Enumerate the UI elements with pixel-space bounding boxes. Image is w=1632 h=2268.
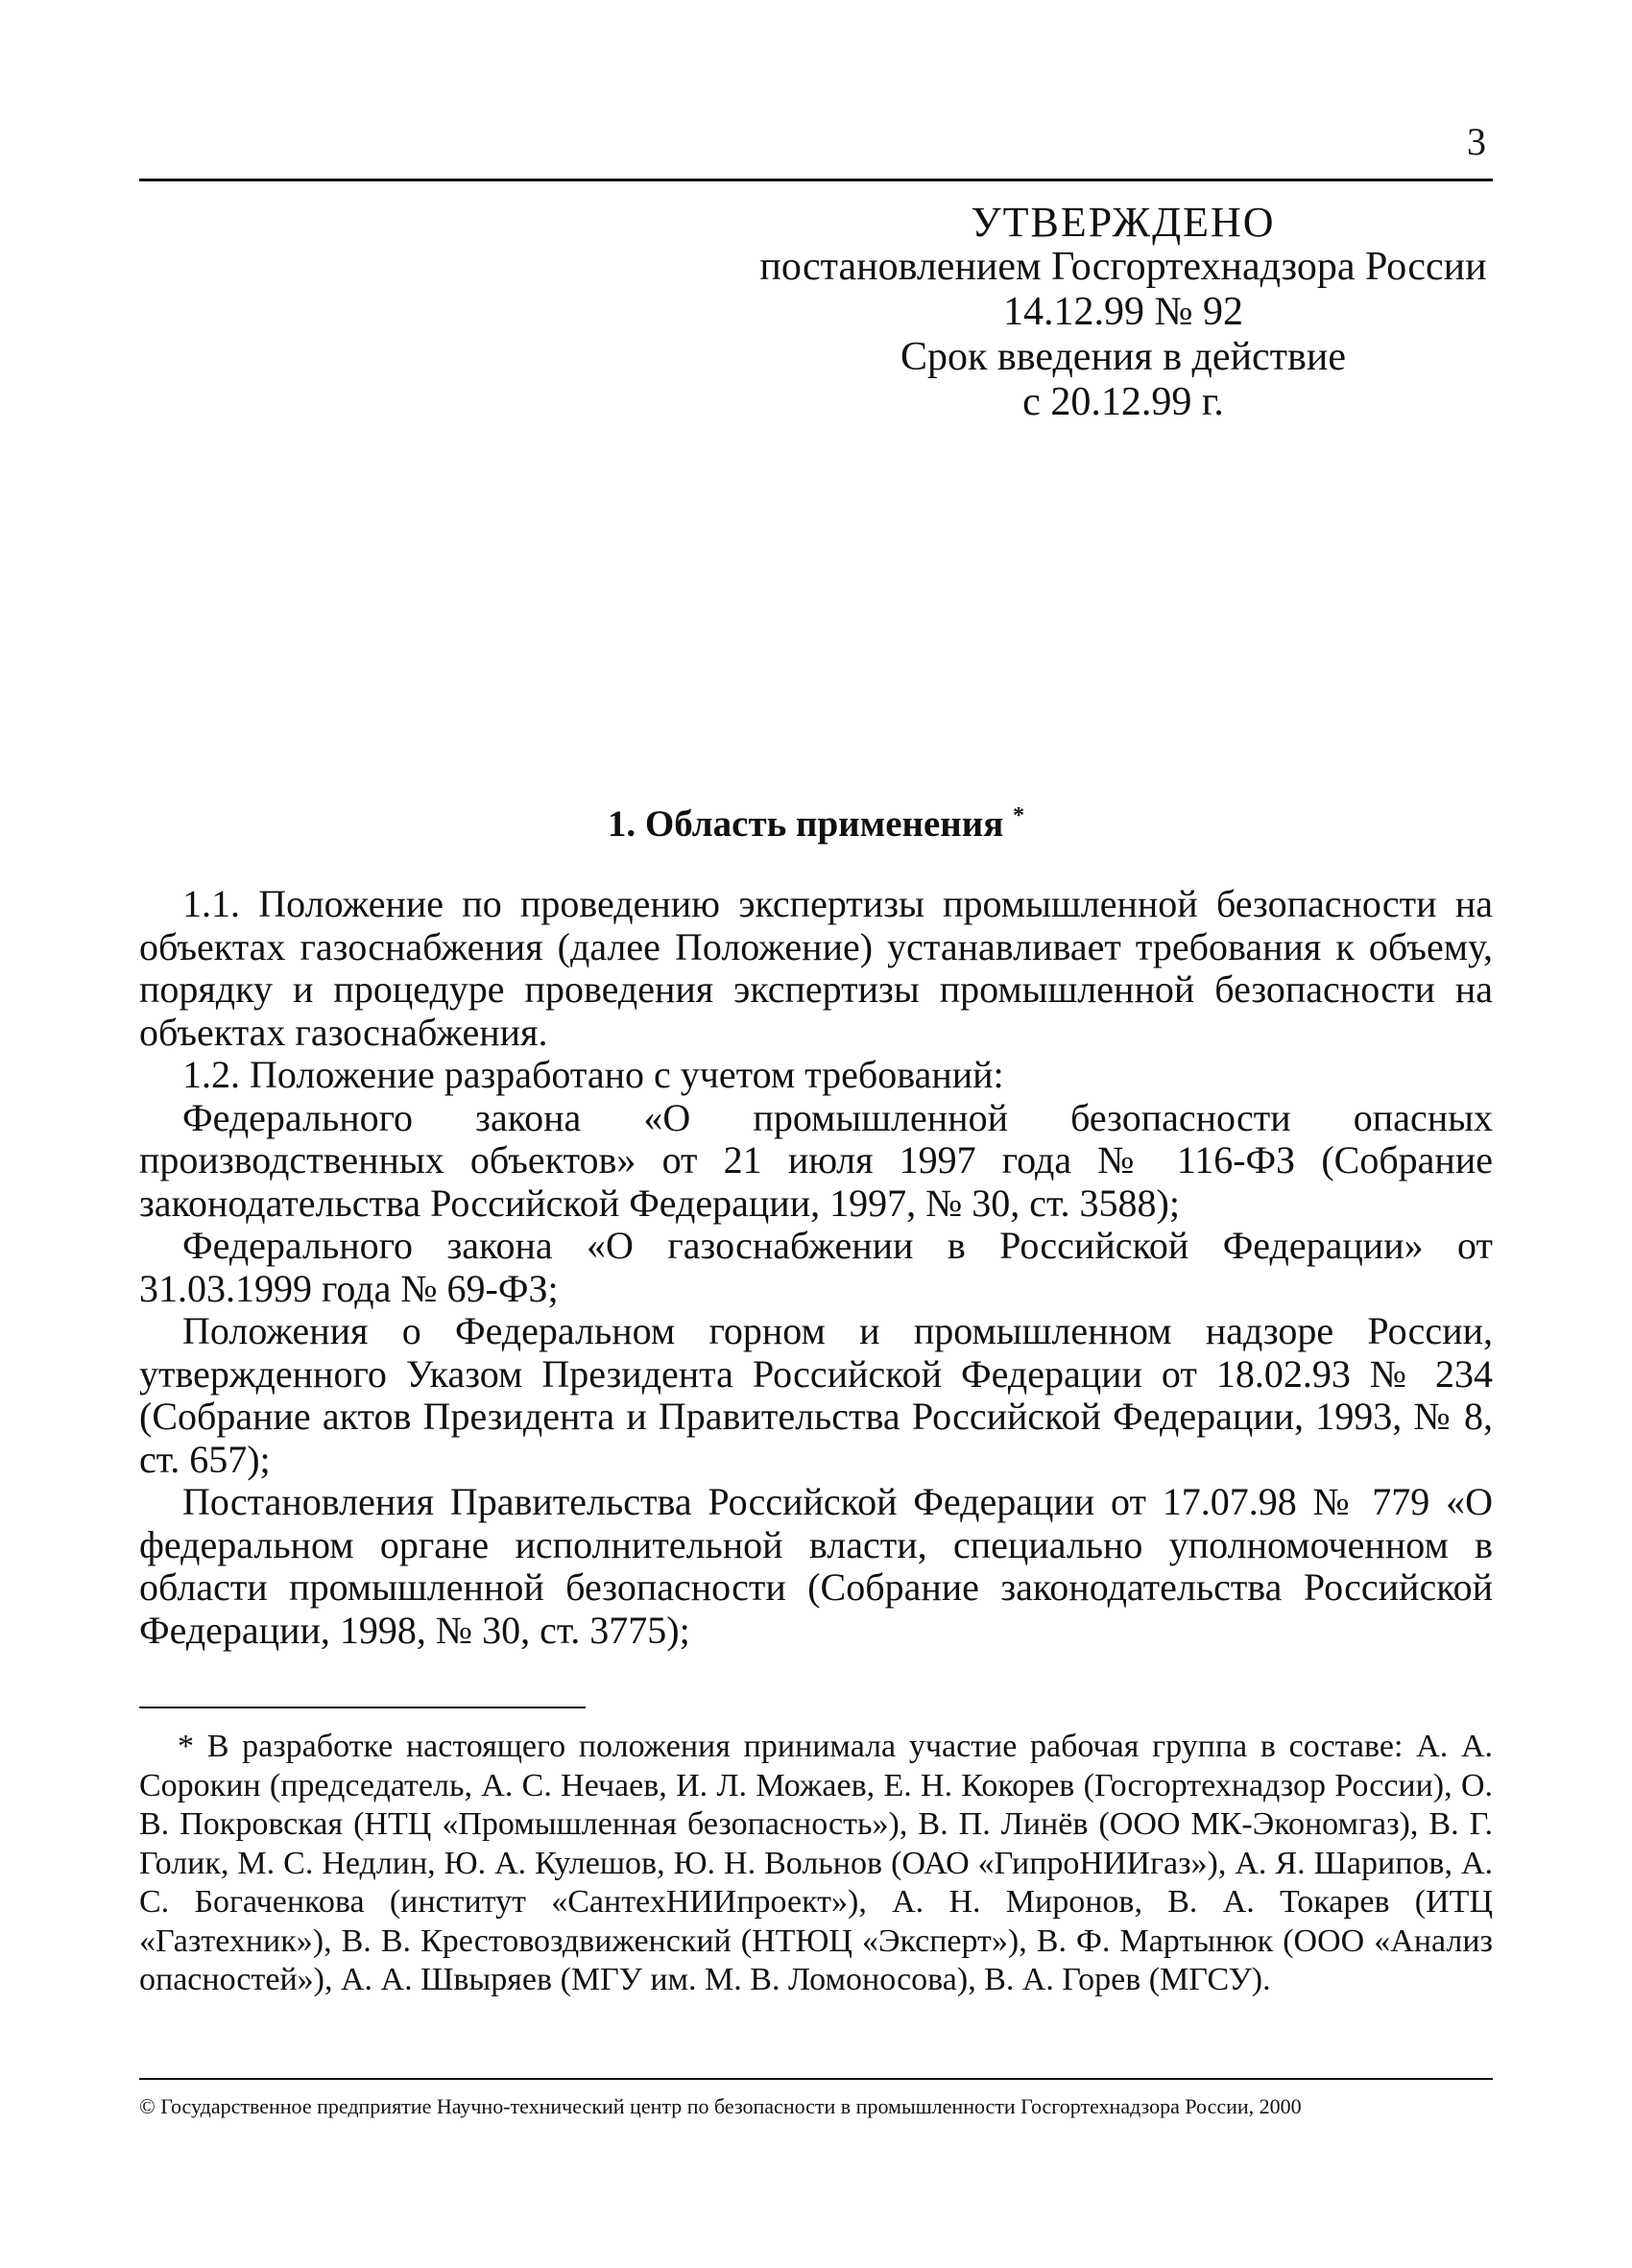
copyright-notice: © Государственное предприятие Научно-технический центр по безопасности в промышленности Госгортехнадзора России, 2000 bbox=[139, 2094, 1302, 2118]
footnote bbox=[139, 1728, 1493, 2000]
footer-rule bbox=[139, 2078, 1493, 2080]
footnote-marker: * bbox=[1013, 803, 1025, 828]
header-rule bbox=[139, 179, 1493, 181]
approval-line-2: 14.12.99 № 92 bbox=[1002, 290, 1244, 334]
section-heading bbox=[139, 793, 1493, 848]
paragraph-federal-law-69: Федерального закона «О газоснабжении в Российской Федерации» от 31.03.1999 года № 69-ФЗ; bbox=[139, 1224, 1493, 1310]
footnote-text: * В разработке настоящего положения принимала участие рабочая группа в составе: А. А. Сорокин (председатель, А. С. Нечаев, И. Л. Можаев, Е. Н. Кокорев (Госгортехнадзор России), О. В. Покровская (НТЦ «Промышленная безопасность»), В. П. Линёв (ООО МК-Экономгаз), В. Г. Голик, М. С. Недлин, Ю. А. Кулешов, Ю. Н. Вольнов (ОАО «ГипроНИИгаз»), А. Я. Шарипов, А. С. Богаченкова (институт «СантехНИИпроект»), А. Н. Миронов, В. А. Токарев (ИТЦ «Газтехник»), В. В. Крестовоздвиженский (НТЮЦ «Эксперт»), В. Ф. Мартынюк (ООО «Анализ опасностей»), А. А. Швыряев (МГУ им. М. В. Ломоносова), В. А. Горев (МГСУ). bbox=[139, 1729, 1493, 1997]
page-number: 3 bbox=[1467, 120, 1486, 163]
approval-block bbox=[749, 200, 1498, 425]
body-text bbox=[139, 883, 1493, 1652]
section-title: 1. Область применения bbox=[607, 803, 1004, 845]
approval-line-1: постановлением Госгортехнадзора России bbox=[759, 245, 1487, 289]
approval-line-3: Срок введения в действие bbox=[900, 335, 1346, 379]
paragraph-federal-law-116: Федерального закона «О промышленной безопасности опасных производственных объектов» от 21 июля 1997 года № 116-ФЗ (Собрание законодательства Российской Федерации, 1997, № 30, ст. 3588); bbox=[139, 1095, 1493, 1225]
approval-line-4: с 20.12.99 г. bbox=[1022, 380, 1224, 424]
paragraph-1-1: 1.1. Положение по проведению экспертизы промышленной безопасности на объектах газоснабжения (далее Положение) устанавливает требования к объему, порядку и процедуре проведения экспертизы промышленной безопасности на объектах газоснабжения. bbox=[139, 882, 1493, 1054]
approval-title: УТВЕРЖДЕНО bbox=[971, 199, 1276, 246]
paragraph-1-2: 1.2. Положение разработано с учетом требований: bbox=[182, 1053, 1004, 1096]
footnote-rule bbox=[139, 1707, 586, 1708]
paragraph-regulation-gosgortekhnadzor: Положения о Федеральном горном и промышленном надзоре России, утвержденного Указом Президента Российской Федерации от 18.02.93 № 234 (Собрание актов Президента и Правительства Российской Федерации, 1993, № 8, ст. 657); bbox=[139, 1309, 1493, 1481]
paragraph-government-decree-779: Постановления Правительства Российской Федерации от 17.07.98 № 779 «О федеральном органе исполнительной власти, специально уполномоченном в области промышленной безопасности (Собрание законодательства Российской Федерации, 1998, № 30, ст. 3775); bbox=[139, 1480, 1493, 1652]
